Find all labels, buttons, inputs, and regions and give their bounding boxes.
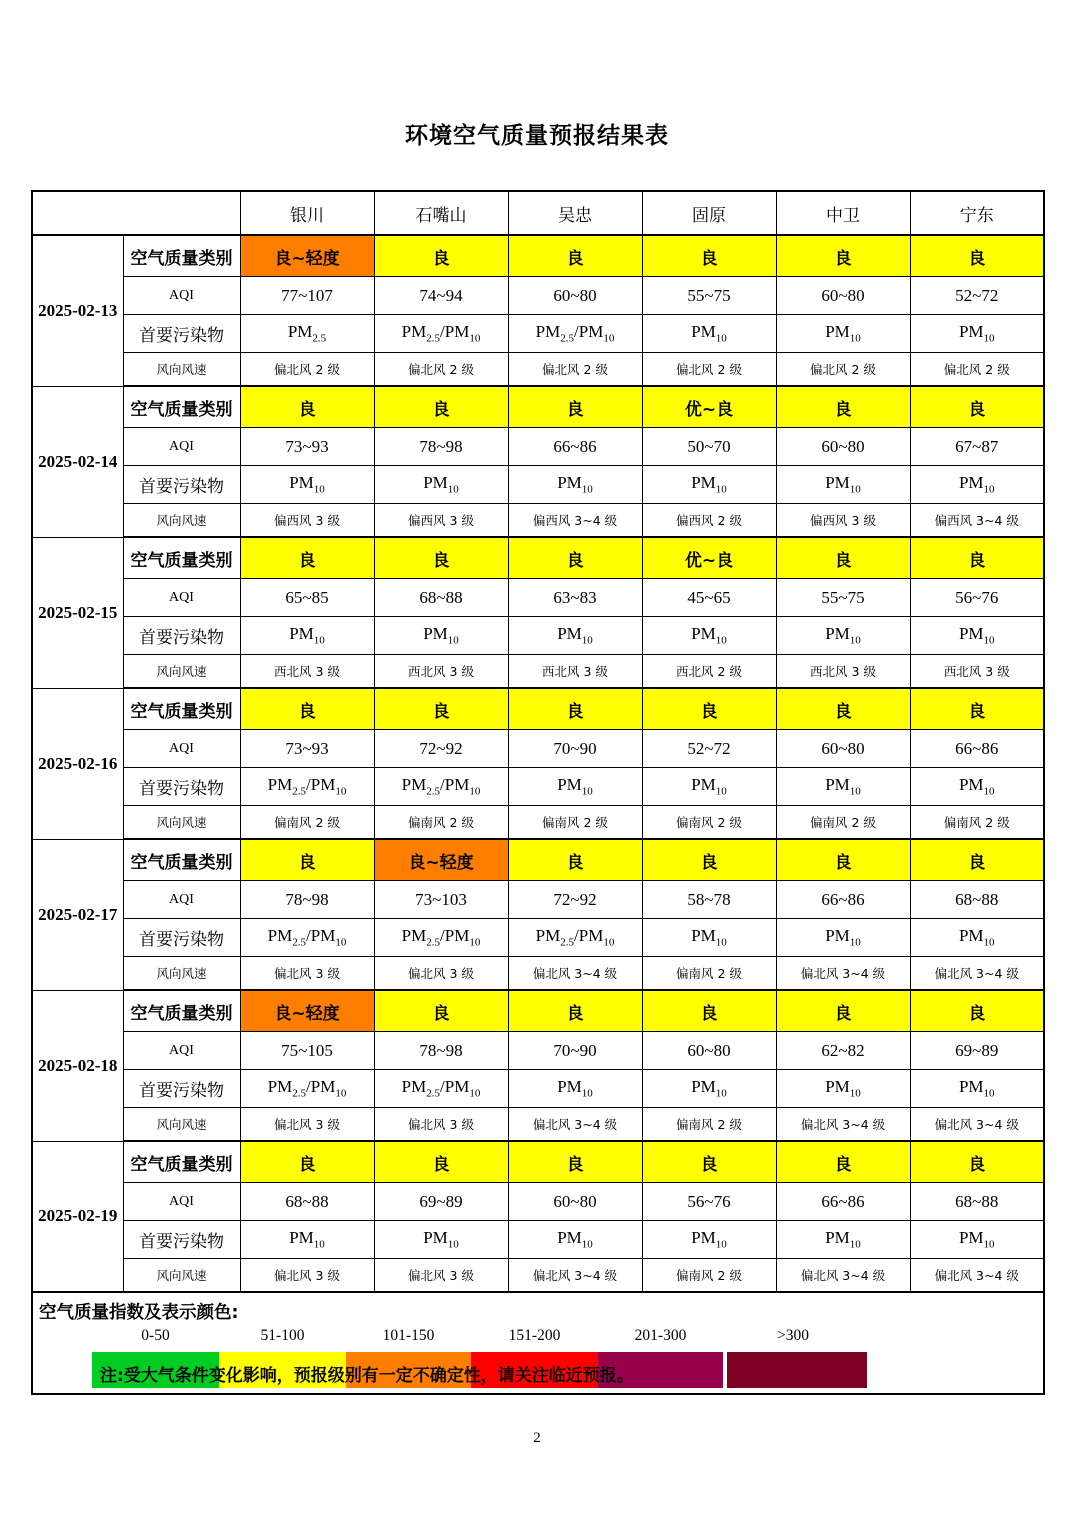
aqi-cell: 67~87 [910,428,1044,466]
aqi-cell: 78~98 [374,1032,508,1070]
category-cell: 优~良 [642,386,776,428]
wind-cell: 偏南风 2 级 [642,1108,776,1142]
aqi-cell: 60~80 [508,1183,642,1221]
pollutant-cell: $PM_{10}$ [642,1221,776,1259]
date-cell: 2025-02-16 [32,688,123,839]
pollutant-cell: $PM_{10}$ [508,1070,642,1108]
category-cell: 良 [508,688,642,730]
wind-cell: 偏北风 3~4 级 [910,1108,1044,1142]
wind-cell: 偏北风 2 级 [776,353,910,387]
aqi-cell: 78~98 [240,881,374,919]
aqi-cell: 58~78 [642,881,776,919]
row-label: 风向风速 [123,1259,240,1293]
forecast-row [32,881,1044,919]
row-label: 空气质量类别 [123,1141,240,1183]
date-cell: 2025-02-17 [32,839,123,990]
aqi-cell: 56~76 [642,1183,776,1221]
pollutant-cell: $PM_{10}$ [776,315,910,353]
forecast-row [32,688,1044,730]
aqi-cell: 70~90 [508,730,642,768]
forecast-row [32,839,1044,881]
pollutant-cell: $PM_{10}$ [776,1221,910,1259]
aqi-cell: 70~90 [508,1032,642,1070]
aqi-cell: 60~80 [642,1032,776,1070]
wind-cell: 偏西风 2 级 [642,504,776,538]
forecast-row [32,1108,1044,1142]
category-cell: 良 [508,1141,642,1183]
wind-cell: 偏北风 3~4 级 [776,1259,910,1293]
forecast-row [32,617,1044,655]
pollutant-cell: $PM_{10}$ [642,1070,776,1108]
category-cell: 良 [374,990,508,1032]
pollutant-cell: $PM_{2.5}$ [240,315,374,353]
wind-cell: 偏北风 2 级 [374,353,508,387]
aqi-cell: 50~70 [642,428,776,466]
forecast-row [32,386,1044,428]
forecast-row [32,315,1044,353]
city-header: 银川 [240,191,374,235]
city-header: 吴忠 [508,191,642,235]
wind-cell: 偏南风 2 级 [776,806,910,840]
aqi-cell: 73~103 [374,881,508,919]
category-cell: 良 [374,1141,508,1183]
forecast-row [32,537,1044,579]
pollutant-cell: $PM_{10}$ [776,919,910,957]
aqi-cell: 60~80 [776,277,910,315]
row-label: AQI [123,1183,240,1221]
category-cell: 良~轻度 [240,990,374,1032]
aqi-cell: 66~86 [776,1183,910,1221]
category-cell: 良 [776,839,910,881]
date-cell: 2025-02-14 [32,386,123,537]
category-cell: 良~轻度 [240,235,374,277]
aqi-cell: 55~75 [642,277,776,315]
pollutant-cell: $PM_{10}$ [508,768,642,806]
pollutant-cell: $PM_{2.5}/PM_{10}$ [508,315,642,353]
forecast-row [32,428,1044,466]
row-label: AQI [123,277,240,315]
city-header: 宁东 [910,191,1044,235]
pollutant-cell: $PM_{10}$ [508,466,642,504]
aqi-cell: 65~85 [240,579,374,617]
wind-cell: 偏南风 2 级 [240,806,374,840]
wind-cell: 偏北风 3 级 [374,1108,508,1142]
aqi-cell: 68~88 [240,1183,374,1221]
row-label: 首要污染物 [123,768,240,806]
wind-cell: 偏南风 2 级 [374,806,508,840]
aqi-cell: 73~93 [240,730,374,768]
forecast-row [32,655,1044,689]
wind-cell: 西北风 3 级 [508,655,642,689]
wind-cell: 偏北风 2 级 [240,353,374,387]
row-label: AQI [123,881,240,919]
row-label: 风向风速 [123,1108,240,1142]
wind-cell: 偏北风 3 级 [240,957,374,991]
pollutant-cell: $PM_{2.5}/PM_{10}$ [240,1070,374,1108]
category-cell: 良 [240,839,374,881]
wind-cell: 偏西风 3~4 级 [508,504,642,538]
row-label: AQI [123,579,240,617]
forecast-row [32,768,1044,806]
category-cell: 良 [508,839,642,881]
forecast-row [32,990,1044,1032]
row-label: 空气质量类别 [123,537,240,579]
pollutant-cell: $PM_{10}$ [642,919,776,957]
forecast-row [32,353,1044,387]
pollutant-cell: $PM_{2.5}/PM_{10}$ [374,768,508,806]
wind-cell: 偏北风 3 级 [374,957,508,991]
category-cell: 良 [910,386,1044,428]
category-cell: 良 [776,1141,910,1183]
category-cell: 良~轻度 [374,839,508,881]
category-cell: 良 [240,386,374,428]
row-label: 风向风速 [123,806,240,840]
wind-cell: 偏北风 3~4 级 [776,1108,910,1142]
category-cell: 良 [240,1141,374,1183]
header-row [32,191,1044,235]
row-label: 空气质量类别 [123,688,240,730]
row-label: 风向风速 [123,504,240,538]
wind-cell: 偏南风 2 级 [508,806,642,840]
aqi-cell: 63~83 [508,579,642,617]
city-header: 固原 [642,191,776,235]
row-label: AQI [123,428,240,466]
legend-color-swatch [727,1352,867,1388]
forecast-row [32,504,1044,538]
aqi-cell: 77~107 [240,277,374,315]
aqi-cell: 55~75 [776,579,910,617]
wind-cell: 偏南风 2 级 [910,806,1044,840]
forecast-row [32,579,1044,617]
legend-range-label: 201-300 [634,1327,687,1344]
pollutant-cell: $PM_{10}$ [776,617,910,655]
wind-cell: 偏西风 3 级 [240,504,374,538]
wind-cell: 偏南风 2 级 [642,957,776,991]
forecast-row [32,1259,1044,1293]
row-label: 首要污染物 [123,315,240,353]
aqi-cell: 78~98 [374,428,508,466]
row-label: 首要污染物 [123,1221,240,1259]
forecast-table [31,190,1045,1395]
category-cell: 良 [374,537,508,579]
aqi-cell: 69~89 [374,1183,508,1221]
wind-cell: 西北风 2 级 [642,655,776,689]
category-cell: 良 [910,537,1044,579]
legend-title: 空气质量指数及表示颜色: [39,1303,239,1323]
city-header: 中卫 [776,191,910,235]
pollutant-cell: $PM_{10}$ [910,919,1044,957]
category-cell: 良 [508,990,642,1032]
row-label: 空气质量类别 [123,235,240,277]
wind-cell: 偏北风 3~4 级 [910,1259,1044,1293]
category-cell: 良 [642,235,776,277]
forecast-row [32,957,1044,991]
row-label: 空气质量类别 [123,839,240,881]
legend-range-label: 51-100 [260,1327,305,1344]
pollutant-cell: $PM_{10}$ [508,617,642,655]
aqi-cell: 74~94 [374,277,508,315]
wind-cell: 偏北风 2 级 [910,353,1044,387]
row-label: AQI [123,730,240,768]
category-cell: 优~良 [642,537,776,579]
category-cell: 良 [508,235,642,277]
pollutant-cell: $PM_{10}$ [374,466,508,504]
legend-range-label: 0-50 [141,1327,170,1344]
legend-range-label: 101-150 [382,1327,435,1344]
pollutant-cell: $PM_{10}$ [240,466,374,504]
category-cell: 良 [240,537,374,579]
note-text: 注:受大气条件变化影响，预报级别有一定不确定性，请关注临近预报。 [100,1366,634,1386]
pollutant-cell: $PM_{10}$ [642,768,776,806]
wind-cell: 西北风 3 级 [776,655,910,689]
pollutant-cell: $PM_{2.5}/PM_{10}$ [240,768,374,806]
pollutant-cell: $PM_{10}$ [910,617,1044,655]
row-label: 风向风速 [123,655,240,689]
date-cell: 2025-02-15 [32,537,123,688]
aqi-cell: 69~89 [910,1032,1044,1070]
wind-cell: 偏北风 3 级 [374,1259,508,1293]
pollutant-cell: $PM_{10}$ [642,617,776,655]
pollutant-cell: $PM_{10}$ [240,617,374,655]
aqi-cell: 45~65 [642,579,776,617]
row-label: 首要污染物 [123,466,240,504]
forecast-row [32,806,1044,840]
category-cell: 良 [642,990,776,1032]
aqi-cell: 72~92 [508,881,642,919]
city-header: 石嘴山 [374,191,508,235]
wind-cell: 偏北风 3~4 级 [776,957,910,991]
row-label: 空气质量类别 [123,990,240,1032]
wind-cell: 西北风 3 级 [374,655,508,689]
category-cell: 良 [910,1141,1044,1183]
legend-range-label: >300 [777,1327,809,1344]
category-cell: 良 [910,688,1044,730]
forecast-row [32,1221,1044,1259]
date-cell: 2025-02-13 [32,235,123,386]
aqi-cell: 73~93 [240,428,374,466]
category-cell: 良 [508,537,642,579]
category-cell: 良 [240,688,374,730]
pollutant-cell: $PM_{10}$ [776,768,910,806]
wind-cell: 偏北风 2 级 [642,353,776,387]
wind-cell: 西北风 3 级 [240,655,374,689]
corner-cell [32,191,240,235]
category-cell: 良 [910,235,1044,277]
forecast-row [32,1183,1044,1221]
forecast-row [32,919,1044,957]
category-cell: 良 [776,990,910,1032]
wind-cell: 偏西风 3 级 [776,504,910,538]
category-cell: 良 [776,386,910,428]
pollutant-cell: $PM_{10}$ [910,1070,1044,1108]
pollutant-cell: $PM_{2.5}/PM_{10}$ [374,919,508,957]
pollutant-cell: $PM_{10}$ [776,1070,910,1108]
pollutant-cell: $PM_{10}$ [642,315,776,353]
forecast-row [32,466,1044,504]
forecast-row [32,277,1044,315]
pollutant-cell: $PM_{2.5}/PM_{10}$ [240,919,374,957]
pollutant-cell: $PM_{10}$ [508,1221,642,1259]
aqi-cell: 75~105 [240,1032,374,1070]
wind-cell: 偏北风 3~4 级 [910,957,1044,991]
pollutant-cell: $PM_{2.5}/PM_{10}$ [374,1070,508,1108]
category-cell: 良 [508,386,642,428]
category-cell: 良 [374,235,508,277]
page-title: 环境空气质量预报结果表 [405,123,669,149]
legend-range-label: 151-200 [508,1327,561,1344]
category-cell: 良 [910,839,1044,881]
wind-cell: 偏西风 3 级 [374,504,508,538]
wind-cell: 偏北风 2 级 [508,353,642,387]
aqi-cell: 60~80 [776,428,910,466]
category-cell: 良 [642,839,776,881]
aqi-cell: 68~88 [910,1183,1044,1221]
aqi-cell: 52~72 [910,277,1044,315]
wind-cell: 偏西风 3~4 级 [910,504,1044,538]
legend-range-labels [92,1327,1043,1345]
wind-cell: 西北风 3 级 [910,655,1044,689]
date-cell: 2025-02-19 [32,1141,123,1292]
row-label: AQI [123,1032,240,1070]
category-cell: 良 [910,990,1044,1032]
pollutant-cell: $PM_{10}$ [910,315,1044,353]
aqi-cell: 60~80 [776,730,910,768]
pollutant-cell: $PM_{10}$ [240,1221,374,1259]
wind-cell: 偏南风 2 级 [642,1259,776,1293]
wind-cell: 偏北风 3~4 级 [508,1259,642,1293]
row-label: 风向风速 [123,957,240,991]
forecast-row [32,235,1044,277]
aqi-cell: 66~86 [910,730,1044,768]
row-label: 空气质量类别 [123,386,240,428]
pollutant-cell: $PM_{10}$ [776,466,910,504]
page-number: 2 [533,1430,541,1446]
forecast-row [32,1032,1044,1070]
category-cell: 良 [776,235,910,277]
pollutant-cell: $PM_{10}$ [374,617,508,655]
wind-cell: 偏北风 3 级 [240,1108,374,1142]
pollutant-cell: $PM_{10}$ [910,768,1044,806]
pollutant-cell: $PM_{10}$ [642,466,776,504]
date-cell: 2025-02-18 [32,990,123,1141]
forecast-row [32,1070,1044,1108]
aqi-cell: 62~82 [776,1032,910,1070]
aqi-cell: 60~80 [508,277,642,315]
wind-cell: 偏北风 3 级 [240,1259,374,1293]
wind-cell: 偏北风 3~4 级 [508,1108,642,1142]
category-cell: 良 [374,386,508,428]
pollutant-cell: $PM_{10}$ [910,466,1044,504]
row-label: 首要污染物 [123,1070,240,1108]
category-cell: 良 [776,537,910,579]
category-cell: 良 [642,688,776,730]
row-label: 首要污染物 [123,919,240,957]
aqi-cell: 56~76 [910,579,1044,617]
aqi-cell: 68~88 [374,579,508,617]
category-cell: 良 [374,688,508,730]
aqi-cell: 68~88 [910,881,1044,919]
pollutant-cell: $PM_{2.5}/PM_{10}$ [374,315,508,353]
aqi-cell: 66~86 [776,881,910,919]
forecast-row [32,730,1044,768]
pollutant-cell: $PM_{10}$ [374,1221,508,1259]
category-cell: 良 [776,688,910,730]
row-label: 首要污染物 [123,617,240,655]
wind-cell: 偏南风 2 级 [642,806,776,840]
category-cell: 良 [642,1141,776,1183]
pollutant-cell: $PM_{10}$ [910,1221,1044,1259]
wind-cell: 偏北风 3~4 级 [508,957,642,991]
aqi-cell: 72~92 [374,730,508,768]
aqi-cell: 52~72 [642,730,776,768]
pollutant-cell: $PM_{2.5}/PM_{10}$ [508,919,642,957]
aqi-cell: 66~86 [508,428,642,466]
row-label: 风向风速 [123,353,240,387]
forecast-row [32,1141,1044,1183]
